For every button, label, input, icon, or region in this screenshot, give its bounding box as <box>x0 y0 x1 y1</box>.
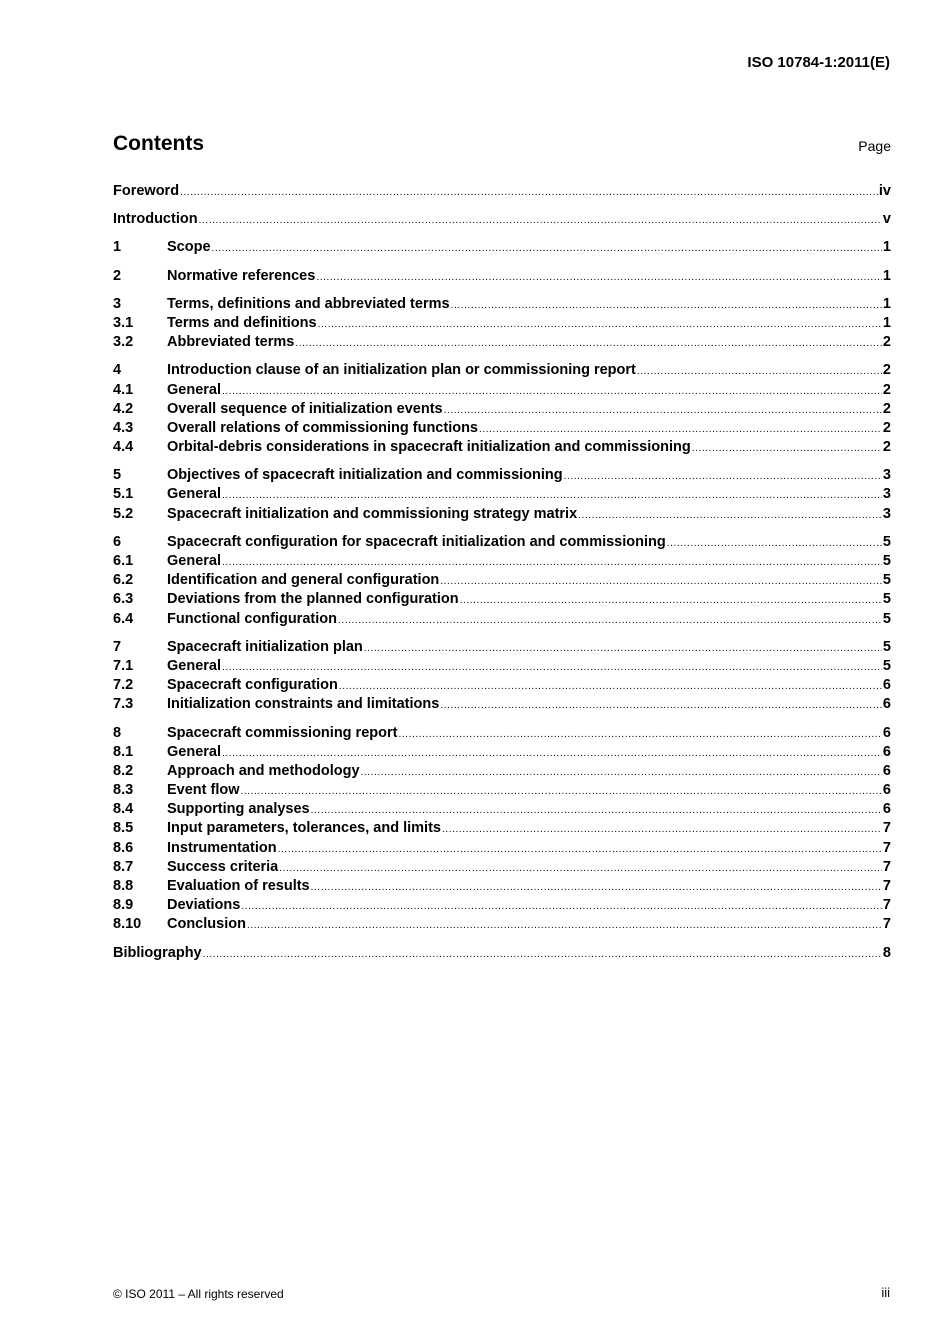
toc-entry-title: Foreword <box>113 183 180 199</box>
contents-title: Contents <box>113 132 204 155</box>
toc-group <box>113 361 891 457</box>
toc-entry-number: 7.1 <box>113 657 134 674</box>
toc-entry-title: Initialization constraints and limitations <box>167 696 440 713</box>
toc-entry-title: Orbital-debris considerations in spacecraft initialization and commissioning <box>167 439 691 456</box>
toc-entry[interactable] <box>113 466 891 485</box>
toc-entry-number: 6 <box>113 533 122 550</box>
toc-entry-page: 5 <box>882 533 891 550</box>
toc-entry[interactable] <box>113 438 891 457</box>
toc-entry-page: 5 <box>882 657 891 674</box>
toc-dot-leader <box>692 439 882 458</box>
toc-entry-page: 7 <box>882 878 891 894</box>
toc-entry[interactable] <box>113 533 891 552</box>
toc-entry-number: 4.1 <box>113 381 134 398</box>
toc-dot-leader <box>361 763 882 782</box>
toc-entry-number: 6.1 <box>113 553 134 569</box>
toc-entry-number: 2 <box>113 267 122 284</box>
toc-dot-leader <box>199 211 882 230</box>
toc-entry[interactable] <box>113 781 891 800</box>
toc-entry-page: 7 <box>882 897 891 914</box>
toc-entry-title: Introduction <box>113 211 198 228</box>
toc-entry-page: 5 <box>882 638 891 655</box>
toc-entry-page: 7 <box>882 839 891 856</box>
toc-entry-page: 2 <box>882 400 891 417</box>
toc-entry-page: 6 <box>882 782 891 799</box>
toc-entry-number: 3.2 <box>113 334 134 351</box>
toc-entry[interactable] <box>113 210 891 229</box>
toc-entry-title: Spacecraft commissioning report <box>167 724 398 741</box>
toc-entry[interactable] <box>113 267 891 286</box>
toc-entry-title: Bibliography <box>113 944 202 961</box>
toc-entry-number: 4 <box>113 362 122 379</box>
toc-entry[interactable] <box>113 877 891 896</box>
toc-dot-leader <box>667 534 882 553</box>
toc-entry-number: 5 <box>113 467 122 484</box>
toc-entry[interactable] <box>113 590 891 609</box>
toc-entry[interactable] <box>113 819 891 838</box>
toc-dot-leader <box>578 506 882 525</box>
toc-dot-leader <box>398 725 881 744</box>
toc-group <box>113 182 891 201</box>
toc-entry-title: Normative references <box>167 267 316 284</box>
toc-entry[interactable] <box>113 896 891 915</box>
toc-dot-leader <box>311 878 882 897</box>
toc-entry-title: Conclusion <box>167 916 246 933</box>
toc-entry-number: 1 <box>113 239 122 256</box>
toc-group <box>113 533 891 629</box>
toc-entry-number: 8.2 <box>113 762 134 779</box>
toc-entry-number: 6.4 <box>113 610 134 627</box>
toc-dot-leader <box>564 467 882 486</box>
toc-group <box>113 724 891 935</box>
toc-entry-page: 6 <box>882 696 891 713</box>
toc-group <box>113 210 891 229</box>
toc-entry-page: 7 <box>882 916 891 933</box>
toc-entry-number: 6.3 <box>113 591 134 608</box>
toc-dot-leader <box>222 382 882 401</box>
toc-entry-page: 7 <box>882 858 891 875</box>
toc-dot-leader <box>203 945 882 964</box>
toc-entry[interactable] <box>113 552 891 571</box>
toc-dot-leader <box>222 553 882 572</box>
toc-entry-title: Overall relations of commissioning functions <box>167 419 478 436</box>
toc-entry[interactable] <box>113 944 891 963</box>
toc-entry-number: 3.1 <box>113 314 134 331</box>
toc-entry-title: Spacecraft initialization and commissioning strategy matrix <box>167 505 578 522</box>
toc-entry[interactable] <box>113 839 891 858</box>
toc-entry-page: 6 <box>882 677 891 694</box>
toc-entry-title: General <box>167 553 221 569</box>
toc-entry-title: Spacecraft configuration <box>167 677 338 694</box>
toc-entry-number: 4.4 <box>113 439 134 456</box>
copyright-notice: © ISO 2011 – All rights reserved <box>113 1287 284 1301</box>
toc-entry[interactable] <box>113 762 891 781</box>
toc-group <box>113 944 891 963</box>
toc-entry-title: General <box>167 657 221 674</box>
toc-entry-number: 7.2 <box>113 677 134 694</box>
toc-entry-title: General <box>167 381 221 398</box>
toc-entry-number: 8.6 <box>113 839 134 856</box>
toc-entry-page: 3 <box>882 467 891 484</box>
toc-entry-number: 8.9 <box>113 897 134 914</box>
toc-entry[interactable] <box>113 400 891 419</box>
toc-dot-leader <box>247 916 882 935</box>
toc-entry-page: 1 <box>882 239 891 256</box>
toc-group <box>113 267 891 286</box>
toc-entry-title: Introduction clause of an initialization plan or commissioning report <box>167 362 636 379</box>
toc-entry-title: Spacecraft configuration for spacecraft initialization and commissioning <box>167 533 666 550</box>
toc-entry[interactable] <box>113 485 891 504</box>
toc-entry-title: Deviations from the planned configuration <box>167 591 459 608</box>
toc-entry-number: 8.1 <box>113 743 134 760</box>
toc-group <box>113 238 891 257</box>
toc-entry-page: 7 <box>882 820 891 837</box>
toc-dot-leader <box>222 486 882 505</box>
toc-dot-leader <box>311 801 882 820</box>
toc-entry-title: Event flow <box>167 782 240 799</box>
toc-entry-page: 2 <box>882 439 891 456</box>
toc-entry-title: General <box>167 486 221 503</box>
toc-entry-page: 6 <box>882 762 891 779</box>
toc-entry-page: 5 <box>882 591 891 608</box>
toc-entry-title: Evaluation of results <box>167 878 310 894</box>
toc-entry-title: Input parameters, tolerances, and limits <box>167 820 441 837</box>
toc-entry-page: 5 <box>882 610 891 627</box>
toc-entry-number: 8.8 <box>113 878 134 894</box>
toc-entry-page: 1 <box>882 267 891 284</box>
toc-dot-leader <box>222 658 882 677</box>
toc-entry[interactable] <box>113 295 891 314</box>
toc-entry[interactable] <box>113 724 891 743</box>
toc-entry[interactable] <box>113 638 891 657</box>
toc-entry-title: Success criteria <box>167 858 279 875</box>
toc-dot-leader <box>339 677 882 696</box>
toc-dot-leader <box>180 183 878 202</box>
toc-entry-page: v <box>882 211 891 228</box>
toc-entry[interactable] <box>113 695 891 714</box>
toc-entry-number: 8.10 <box>113 916 142 933</box>
toc-entry[interactable] <box>113 676 891 695</box>
toc-entry[interactable] <box>113 657 891 676</box>
toc-entry-page: 2 <box>882 381 891 398</box>
toc-entry-title: Abbreviated terms <box>167 334 295 351</box>
toc-entry-page: 2 <box>882 334 891 351</box>
toc-entry-number: 8.3 <box>113 782 134 799</box>
toc-dot-leader <box>212 239 882 258</box>
toc-entry-number: 6.2 <box>113 572 134 589</box>
toc-entry-page: 1 <box>882 295 891 312</box>
toc-entry-title: Instrumentation <box>167 839 277 856</box>
toc-entry-number: 4.2 <box>113 400 134 417</box>
toc-dot-leader <box>637 362 882 381</box>
toc-entry-page: 2 <box>882 419 891 436</box>
toc-dot-leader <box>318 315 882 334</box>
toc-entry-number: 7.3 <box>113 696 134 713</box>
toc-entry-title: Terms and definitions <box>167 314 317 331</box>
toc-entry-number: 5.1 <box>113 486 134 503</box>
table-of-contents <box>113 182 891 972</box>
page-column-label: Page <box>858 138 891 154</box>
toc-entry-page: 6 <box>882 724 891 741</box>
toc-entry-title: General <box>167 743 221 760</box>
toc-group <box>113 638 891 715</box>
toc-entry[interactable] <box>113 505 891 524</box>
toc-dot-leader <box>442 820 882 839</box>
toc-entry[interactable] <box>113 314 891 333</box>
toc-dot-leader <box>316 268 882 287</box>
toc-entry-number: 7 <box>113 638 122 655</box>
toc-group <box>113 295 891 353</box>
toc-entry-title: Scope <box>167 239 211 256</box>
toc-dot-leader <box>222 744 882 763</box>
toc-dot-leader <box>444 401 882 420</box>
toc-entry-title: Terms, definitions and abbreviated terms <box>167 295 450 312</box>
toc-entry-title: Identification and general configuration <box>167 572 440 589</box>
toc-dot-leader <box>440 696 882 715</box>
toc-entry-page: 5 <box>882 553 891 569</box>
toc-entry[interactable] <box>113 571 891 590</box>
toc-entry-page: 6 <box>882 743 891 760</box>
toc-entry[interactable] <box>113 610 891 629</box>
toc-dot-leader <box>440 572 882 591</box>
toc-entry[interactable] <box>113 743 891 762</box>
toc-dot-leader <box>241 897 882 916</box>
toc-entry-page: 3 <box>882 486 891 503</box>
toc-entry[interactable] <box>113 381 891 400</box>
toc-dot-leader <box>241 782 882 801</box>
toc-entry[interactable] <box>113 858 891 877</box>
toc-dot-leader <box>364 639 882 658</box>
toc-dot-leader <box>460 591 882 610</box>
toc-entry-title: Deviations <box>167 897 241 914</box>
toc-entry-number: 8 <box>113 724 122 741</box>
toc-entry[interactable] <box>113 238 891 257</box>
toc-entry-page: 6 <box>882 801 891 818</box>
toc-entry-page: 8 <box>882 944 891 961</box>
toc-entry-page: 1 <box>882 314 891 331</box>
toc-entry[interactable] <box>113 915 891 934</box>
toc-entry-number: 4.3 <box>113 419 134 436</box>
toc-entry[interactable] <box>113 361 891 380</box>
toc-entry[interactable] <box>113 419 891 438</box>
toc-entry-page: 2 <box>882 362 891 379</box>
toc-entry-number: 8.5 <box>113 820 134 837</box>
toc-entry[interactable] <box>113 800 891 819</box>
toc-dot-leader <box>278 840 882 859</box>
toc-dot-leader <box>479 420 882 439</box>
toc-entry-title: Spacecraft initialization plan <box>167 638 363 655</box>
toc-entry-page: 5 <box>882 572 891 589</box>
document-id: ISO 10784-1:2011(E) <box>747 54 890 71</box>
toc-entry-title: Approach and methodology <box>167 762 360 779</box>
toc-entry-number: 8.7 <box>113 858 134 875</box>
toc-entry-number: 3 <box>113 295 122 312</box>
toc-entry-title: Supporting analyses <box>167 801 310 818</box>
toc-dot-leader <box>279 859 882 878</box>
toc-group <box>113 466 891 524</box>
toc-entry-title: Functional configuration <box>167 610 337 627</box>
toc-entry-title: Overall sequence of initialization events <box>167 400 443 417</box>
toc-entry[interactable] <box>113 333 891 352</box>
toc-dot-leader <box>451 296 882 315</box>
toc-entry-title: Objectives of spacecraft initialization and commissioning <box>167 467 563 484</box>
toc-entry-number: 8.4 <box>113 801 134 818</box>
toc-entry-page: 3 <box>882 505 891 522</box>
toc-entry-page: iv <box>878 183 891 199</box>
toc-dot-leader <box>295 334 882 353</box>
toc-dot-leader <box>338 611 882 630</box>
footer-page-number: iii <box>881 1285 890 1300</box>
toc-entry-number: 5.2 <box>113 505 134 522</box>
toc-entry[interactable] <box>113 182 891 201</box>
